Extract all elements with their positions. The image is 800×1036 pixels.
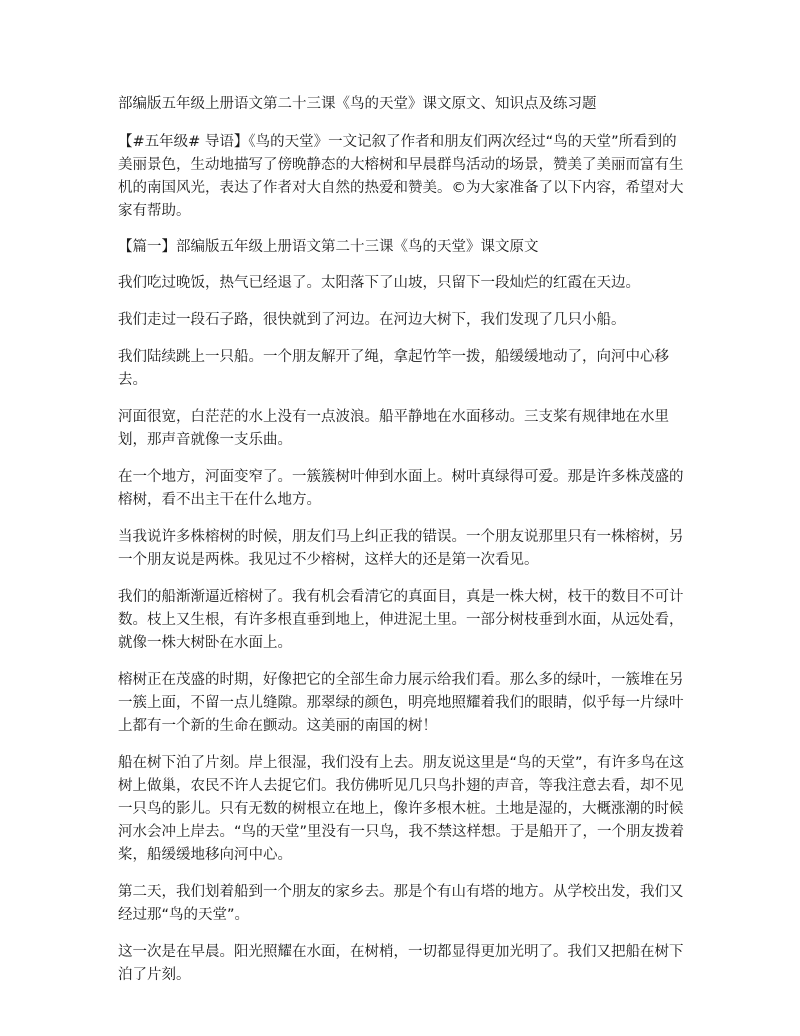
document-title: 部编版五年级上册语文第二十三课《鸟的天堂》课文原文、知识点及练习题 [118,96,597,112]
paragraph-2: 我们走过一段石子路，很快就到了河边。在河边大树下，我们发现了几只小船。 [118,312,626,328]
article-body [118,272,686,987]
paragraph-8: 榕树正在茂盛的时期，好像把它的全部生命力展示给我们看。那么多的绿叶，一簇堆在另一簇上面，不留一点儿缝隙。那翠绿的颜色，明亮地照耀着我们的眼睛，似乎每一片绿叶上都有一个新的生命在颤动。这美丽的南国的树！ [118,672,684,734]
paragraph-5: 在一个地方，河面变窄了。一簇簇树叶伸到水面上。树叶真绿得可爱。那是许多株茂盛的榕树，看不出主干在什么地方。 [118,469,684,508]
paragraph-3: 我们陆续跳上一只船。一个朋友解开了绳，拿起竹竿一拨，船缓缓地动了，向河中心移去。 [118,349,669,388]
section-heading: 【篇一】部编版五年级上册语文第二十三课《鸟的天堂》课文原文 [118,239,539,255]
intro-paragraph: 【#五年级# 导语】《鸟的天堂》一文记叙了作者和朋友们两次经过“鸟的天堂”所看到的美丽景色，生动地描写了傍晚静态的大榕树和早晨群鸟活动的场景，赞美了美丽而富有生机的南国风光，表达了作者对大自然的热爱和赞美。©为大家准备了以下内容，希望对大家有帮助。 [118,134,684,219]
document-page [118,94,686,1001]
paragraph-11: 这一次是在早晨。阳光照耀在水面，在树梢，一切都显得更加光明了。我们又把船在树下泊了片刻。 [118,944,684,983]
paragraph-7: 我们的船渐渐逼近榕树了。我有机会看清它的真面目，真是一株大树，枝干的数目不可计数。枝上又生根，有许多根直垂到地上，伸进泥土里。一部分树枝垂到水面，从远处看，就像一株大树卧在水面上。 [118,589,684,651]
paragraph-1: 我们吃过晚饭，热气已经退了。太阳落下了山坡，只留下一段灿烂的红霞在天边。 [118,275,640,291]
paragraph-4: 河面很宽，白茫茫的水上没有一点波浪。船平静地在水面移动。三支桨有规律地在水里划，那声音就像一支乐曲。 [118,409,669,448]
paragraph-10: 第二天，我们划着船到一个朋友的家乡去。那是个有山有塔的地方。从学校出发，我们又经过那“鸟的天堂”。 [118,884,684,923]
paragraph-9: 船在树下泊了片刻。岸上很湿，我们没有上去。朋友说这里是“鸟的天堂”，有许多鸟在这树上做巢，农民不许人去捉它们。我仿佛听见几只鸟扑翅的声音，等我注意去看，却不见一只鸟的影儿。只有无数的树根立在地上，像许多根木桩。土地是湿的，大概涨潮的时候河水会冲上岸去。“鸟的天堂”里没有一只鸟，我不禁这样想。于是船开了，一个朋友拨着桨，船缓缓地移向河中心。 [118,755,685,863]
paragraph-6: 当我说许多株榕树的时候，朋友们马上纠正我的错误。一个朋友说那里只有一株榕树，另一个朋友说是两株。我见过不少榕树，这样大的还是第一次看见。 [118,529,684,568]
